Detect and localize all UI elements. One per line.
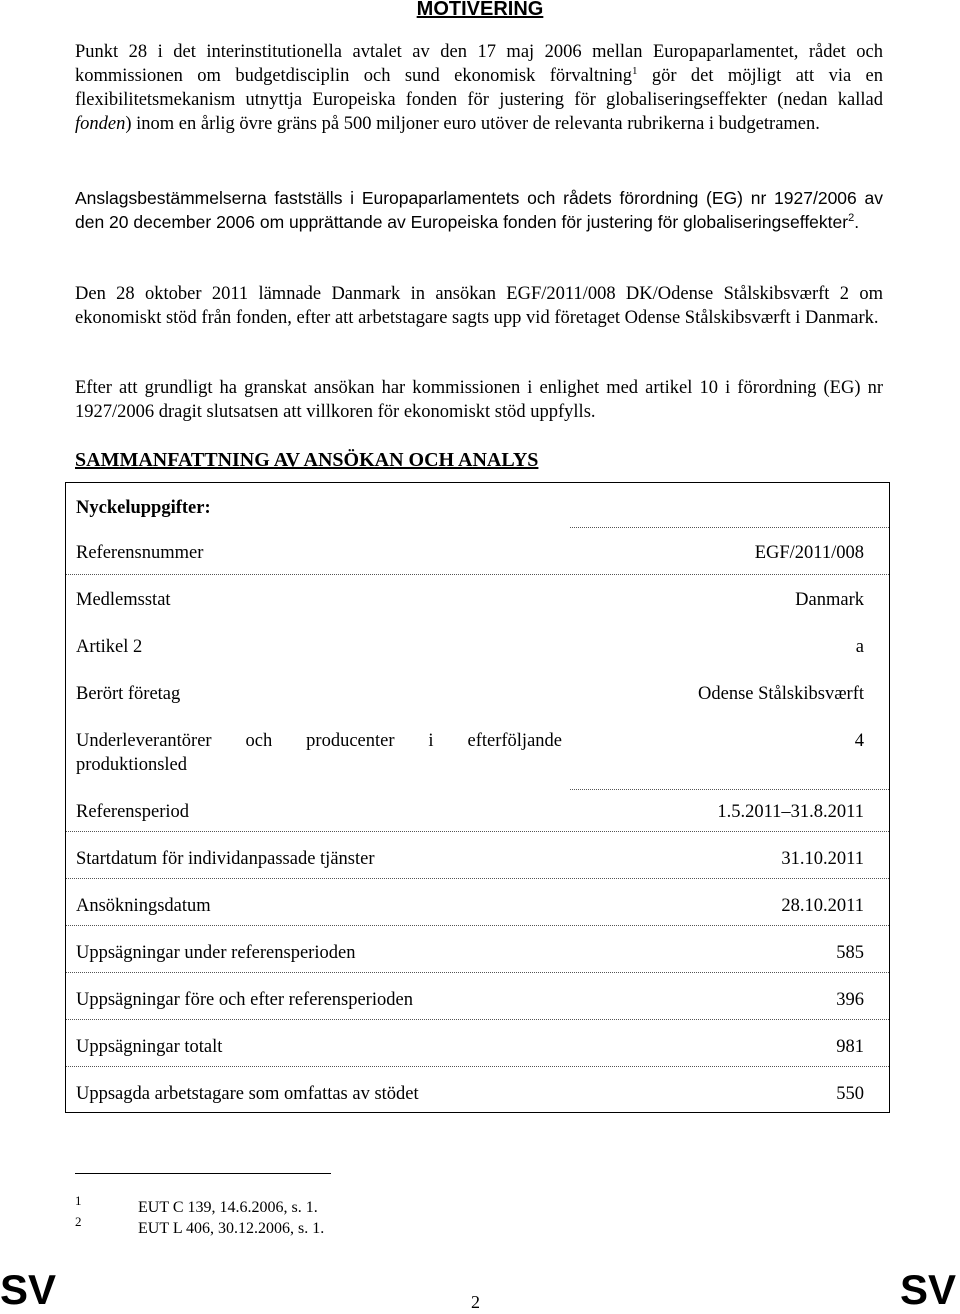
row-label-redundancies-period: Uppsägningar under referensperioden <box>76 943 356 963</box>
row-label-application-date: Ansökningsdatum <box>76 896 211 916</box>
row-label-targeted-workers: Uppsagda arbetstagare som omfattas av stödet <box>76 1084 419 1104</box>
row-value-suppliers: 4 <box>854 731 864 751</box>
row-value-start-date: 31.10.2011 <box>781 849 864 869</box>
row-label-redundancies-before-after: Uppsägningar före och efter referensperioden <box>76 990 413 1010</box>
row-divider <box>66 1019 889 1020</box>
row-label-reference-period: Referensperiod <box>76 802 190 822</box>
row-divider <box>66 574 889 575</box>
row-value-reference-period: 1.5.2011–31.8.2011 <box>717 802 864 822</box>
paragraph-1 <box>75 40 883 136</box>
key-data-table <box>65 482 890 1113</box>
row-label-suppliers-line-1: Underleverantörer och producenter i efterföljande <box>76 731 562 751</box>
row-label-suppliers-line-2: produktionsled <box>76 755 187 775</box>
row-divider <box>66 972 889 973</box>
row-value-redundancies-total: 981 <box>836 1037 864 1057</box>
row-divider <box>66 1066 889 1067</box>
paragraph-3: Den 28 oktober 2011 lämnade Danmark in ansökan EGF/2011/008 DK/Odense Stålskibsværft 2 om ekonomiskt stöd från fonden, efter att arbetstagare sagts upp vid företaget Odense Stålskibsværft i Danmark. <box>75 284 883 328</box>
paragraph-2 <box>75 186 883 234</box>
row-value-targeted-workers: 550 <box>836 1084 864 1104</box>
language-code-right: SV <box>899 1266 956 1313</box>
row-value-application-date: 28.10.2011 <box>781 896 864 916</box>
footnote-2-number: 2 <box>75 1214 82 1229</box>
language-code-left: SV <box>0 1266 57 1313</box>
row-divider <box>570 789 889 790</box>
row-label-reference-number: Referensnummer <box>76 543 204 563</box>
row-value-article-2: a <box>855 637 864 657</box>
paragraph-1-text-b: gör det möjligt att via en flexibilitetsmekanism utnyttja Europeiska fonden för justering för globaliseringseffekter (nedan kallad <box>75 66 884 110</box>
row-value-redundancies-period: 585 <box>836 943 864 963</box>
page-number: 2 <box>471 1292 480 1312</box>
footnote-ref-2[interactable]: 2 <box>848 212 855 224</box>
footnote-separator <box>75 1173 331 1174</box>
row-divider <box>66 878 889 879</box>
paragraph-1-text-a: Punkt 28 i det interinstitutionella avtalet av den 17 maj 2006 mellan Europaparlamentet, rådet och kommissionen om budgetdisciplin och sund ekonomisk förvaltning <box>75 42 883 86</box>
row-label-suppliers <box>76 729 562 777</box>
page-heading: MOTIVERING <box>416 0 544 20</box>
paragraph-2-text-a: Anslagsbestämmelserna fastställs i Europaparlamentets och rådets förordning (EG) nr 1927/2006 av den 20 december 2006 om upprättande av Europeiska fonden för justering för globaliseringseffekter <box>75 188 883 232</box>
footnote-1-number: 1 <box>75 1193 82 1208</box>
paragraph-4: Efter att grundligt ha granskat ansökan har kommissionen i enlighet med artikel 10 i förordning (EG) nr 1927/2006 dragit slutsatsen att villkoren för ekonomiskt stöd uppfylls. <box>75 378 883 422</box>
row-divider <box>66 831 889 832</box>
section-heading: SAMMANFATTNING AV ANSÖKAN OCH ANALYS <box>75 449 539 471</box>
row-value-enterprise: Odense Stålskibsværft <box>698 684 864 704</box>
row-value-redundancies-before-after: 396 <box>836 990 864 1010</box>
key-table-title: Nyckeluppgifter: <box>76 498 211 518</box>
row-divider <box>66 925 889 926</box>
paragraph-2-text-b: . <box>854 212 860 232</box>
row-value-member-state: Danmark <box>795 590 864 610</box>
row-label-redundancies-total: Uppsägningar totalt <box>76 1037 223 1057</box>
paragraph-1-italic: fonden <box>75 114 126 134</box>
row-divider <box>570 527 889 528</box>
row-label-member-state: Medlemsstat <box>76 590 171 610</box>
row-label-article-2: Artikel 2 <box>76 637 143 657</box>
footnote-2-text: EUT L 406, 30.12.2006, s. 1. <box>138 1220 325 1237</box>
row-value-reference-number: EGF/2011/008 <box>754 543 864 563</box>
footnote-ref-1[interactable]: 1 <box>631 65 638 77</box>
row-label-enterprise: Berört företag <box>76 684 181 704</box>
paragraph-1-text-c: ) inom en årlig övre gräns på 500 miljoner euro utöver de relevanta rubrikerna i budgetramen. <box>125 114 820 134</box>
footnote-1-text: EUT C 139, 14.6.2006, s. 1. <box>138 1199 318 1216</box>
row-label-start-date: Startdatum för individanpassade tjänster <box>76 849 375 869</box>
